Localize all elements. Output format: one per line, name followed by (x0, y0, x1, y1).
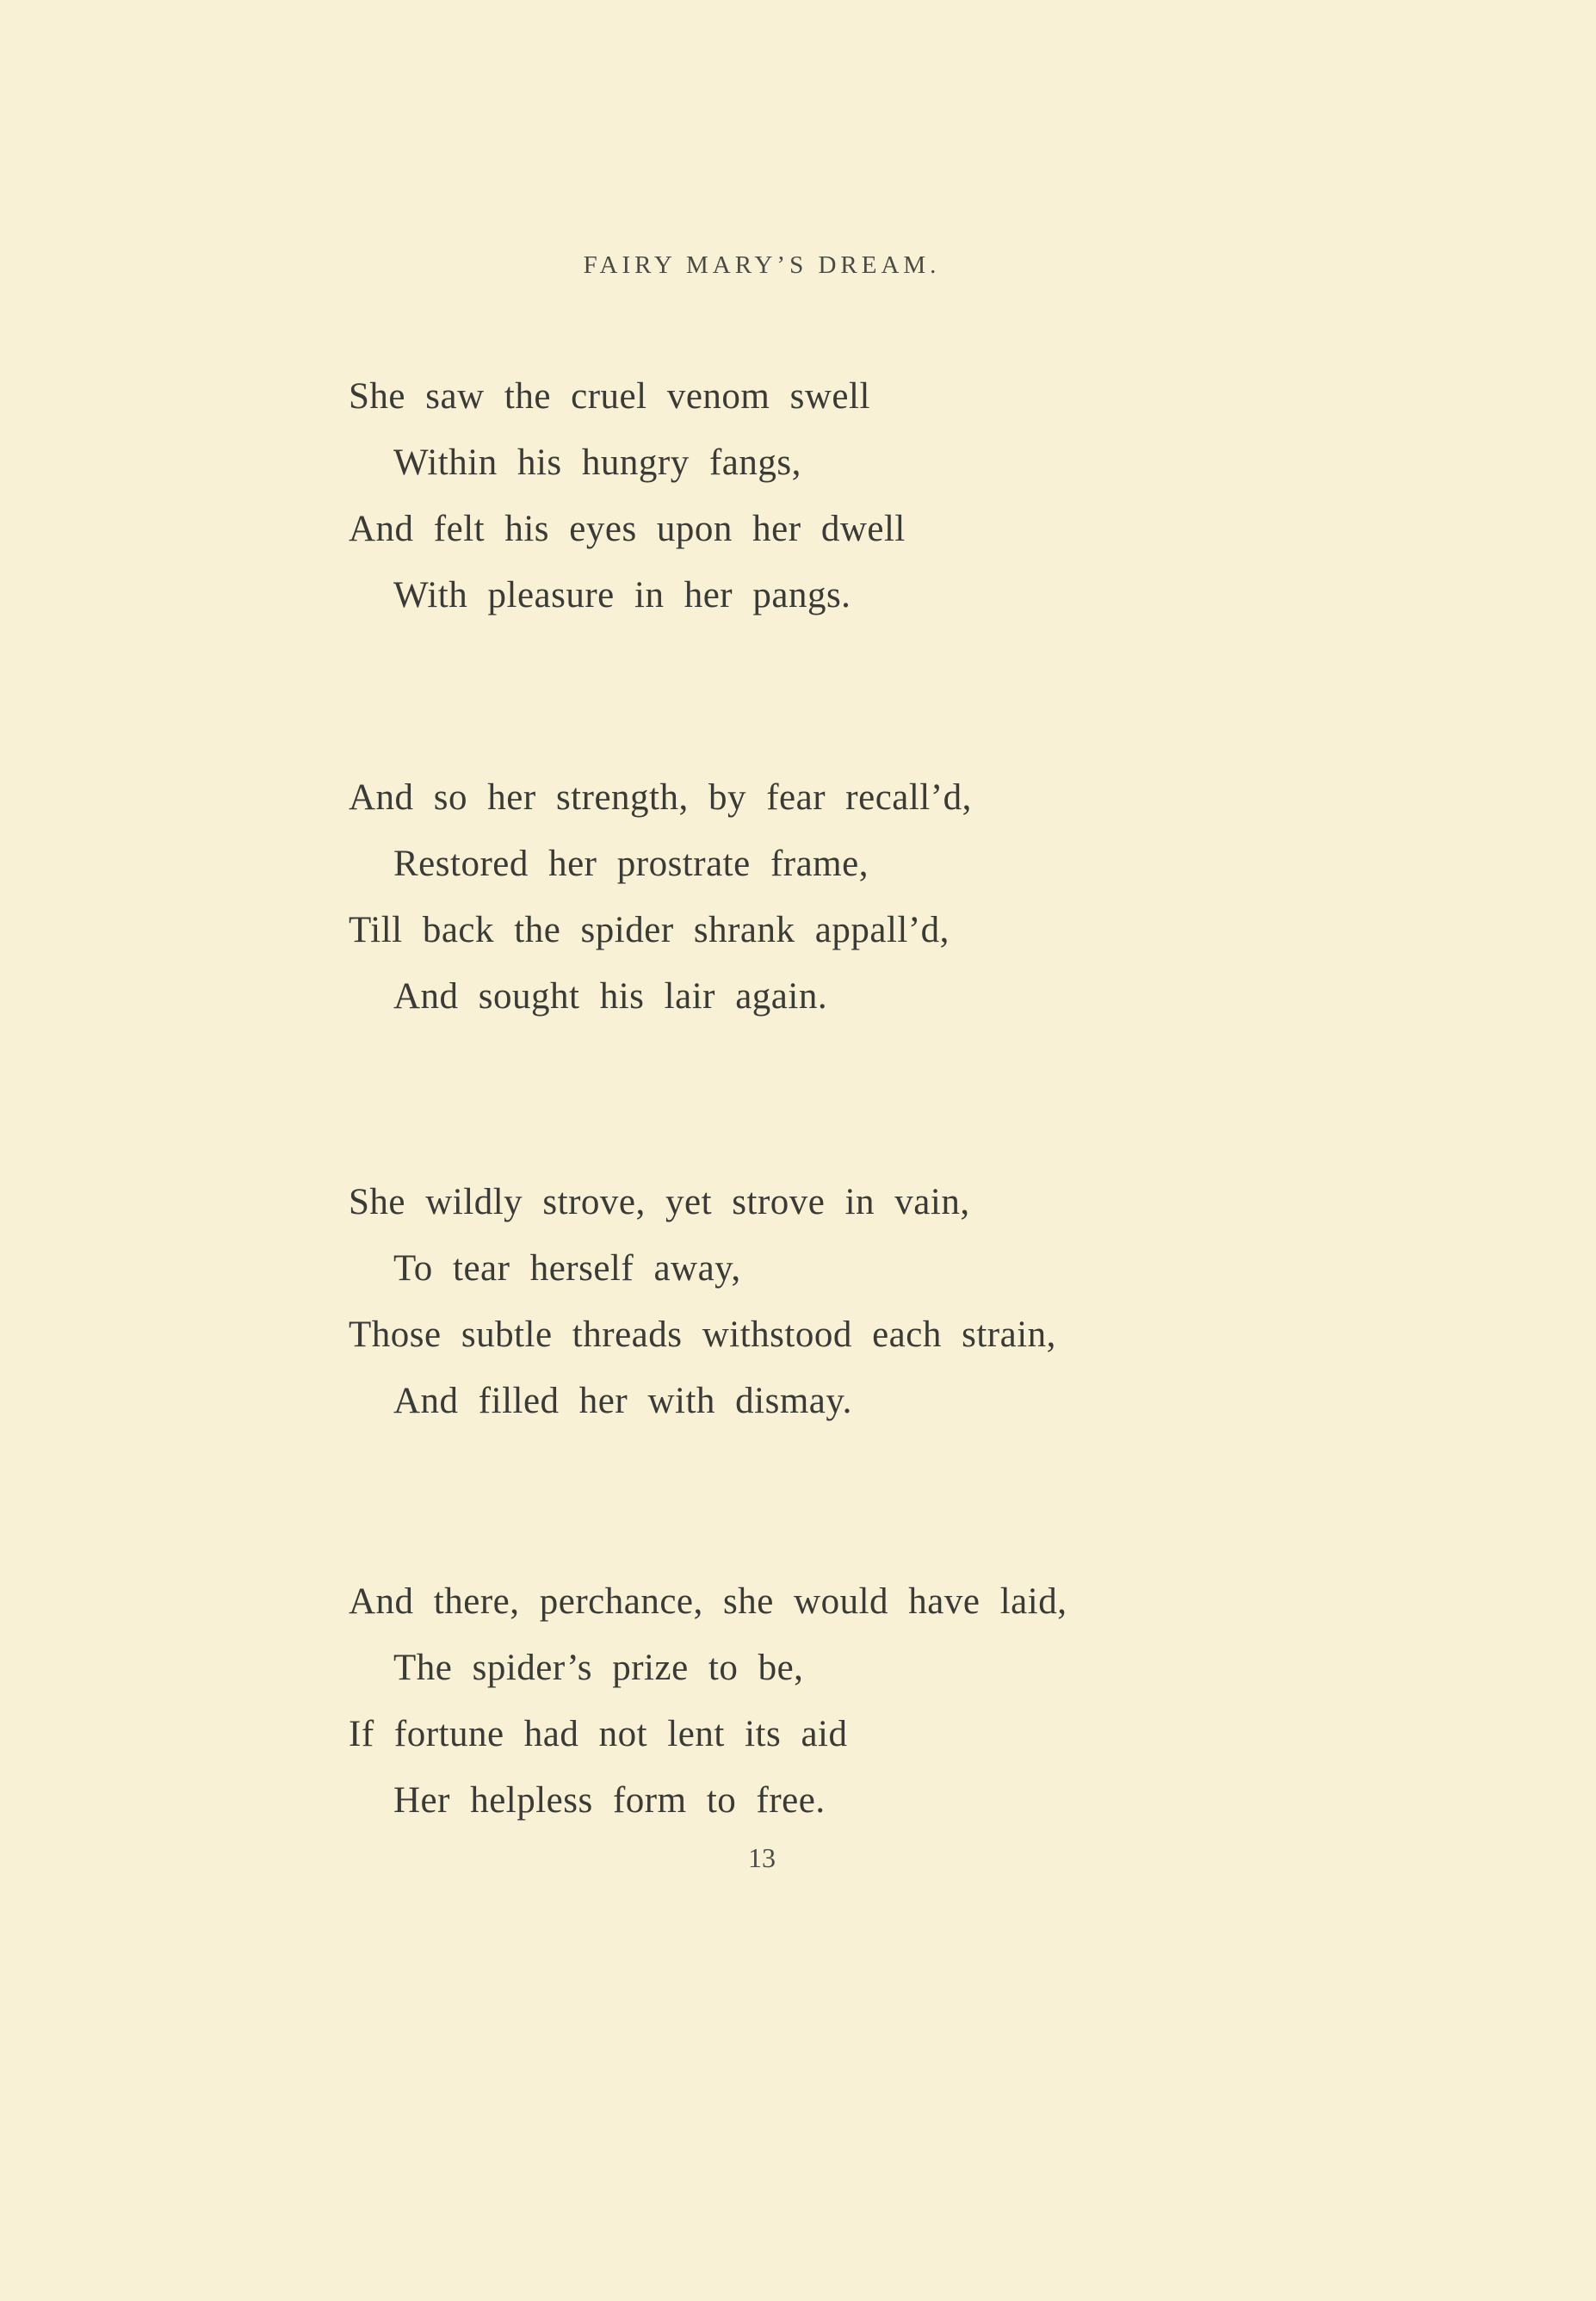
stanza (349, 363, 906, 628)
verse-line: Restored her prostrate frame, (393, 844, 869, 884)
verse-line: And so her strength, by fear recall’d, (349, 777, 972, 818)
verse-line: Her helpless form to free. (393, 1780, 826, 1821)
verse-line: Till back the spider shrank appall’d, (349, 910, 950, 950)
verse-line: And sought his lair again. (393, 976, 828, 1017)
verse-line: And filled her with dismay. (393, 1381, 852, 1421)
verse-line: The spider’s prize to be, (393, 1648, 804, 1688)
verse-line: Within his hungry fangs, (393, 442, 801, 483)
stanza (349, 1169, 1056, 1434)
stanza (349, 1568, 1067, 1834)
verse-line: She wildly strove, yet strove in vain, (349, 1182, 970, 1222)
verse-line: To tear herself away, (393, 1248, 741, 1289)
verse-line: She saw the cruel venom swell (349, 376, 870, 417)
verse-line: If fortune had not lent its aid (349, 1714, 848, 1754)
page-number: 13 (748, 1842, 776, 1873)
verse-line: And there, perchance, she would have laid, (349, 1581, 1067, 1622)
stanza (349, 764, 972, 1030)
verse-line: Those subtle threads withstood each strain, (349, 1314, 1056, 1355)
verse-line: With pleasure in her pangs. (393, 575, 851, 615)
verse-line: And felt his eyes upon her dwell (349, 509, 906, 549)
running-head: FAIRY MARY’S DREAM. (583, 251, 941, 279)
